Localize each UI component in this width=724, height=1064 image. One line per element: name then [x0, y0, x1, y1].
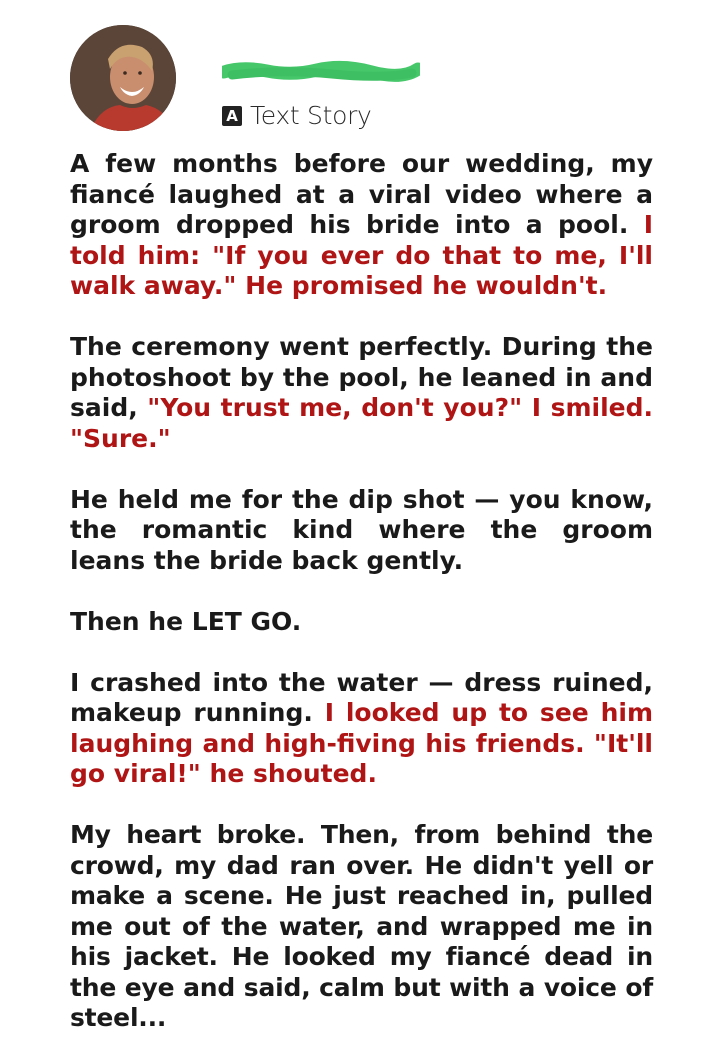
story-paragraph: [70, 820, 653, 1034]
story-header: [0, 0, 724, 150]
avatar[interactable]: [70, 25, 176, 131]
text-story-icon: A: [222, 106, 242, 126]
story-paragraph: [70, 332, 653, 454]
story-paragraph: [70, 149, 653, 302]
redacted-name-scribble: [222, 60, 420, 84]
story-text: I crashed into the water — dress ruined, makeup running.: [70, 667, 653, 727]
story-type-tag: [222, 101, 372, 131]
story-text: Then he LET GO.: [70, 606, 302, 636]
story-type-label: Text Story: [250, 101, 372, 130]
story-paragraph: [70, 485, 653, 577]
story-text: The ceremony went perfectly. During the photoshoot by the pool, he leaned in and said,: [70, 332, 653, 422]
story-text-highlight: I looked up to see him laughing and high-fiving his friends. "It'll go viral!" he shouted.: [70, 698, 653, 788]
story-paragraph: [70, 607, 653, 638]
story-text-highlight: "You trust me, don't you?" I smiled. "Sure.": [70, 393, 653, 453]
story-text: My heart broke. Then, from behind the crowd, my dad ran over. He didn't yell or make a scene. He just reached in, pulled me out of the water, and wrapped me in his jacket. He looked my fiancé dead in the eye and said, calm but with a voice of steel...: [70, 820, 653, 1032]
avatar-photo: [70, 25, 176, 131]
story-text: He held me for the dip shot — you know, the romantic kind where the groom leans the bride back gently.: [70, 484, 653, 575]
story-text: A few months before our wedding, my fiancé laughed at a viral video where a groom dropped his bride into a pool.: [70, 149, 653, 239]
story-paragraph: [70, 668, 653, 790]
story-body: [70, 149, 653, 1064]
story-text-highlight: I told him: "If you ever do that to me, I'll walk away." He promised he wouldn't.: [70, 210, 653, 300]
